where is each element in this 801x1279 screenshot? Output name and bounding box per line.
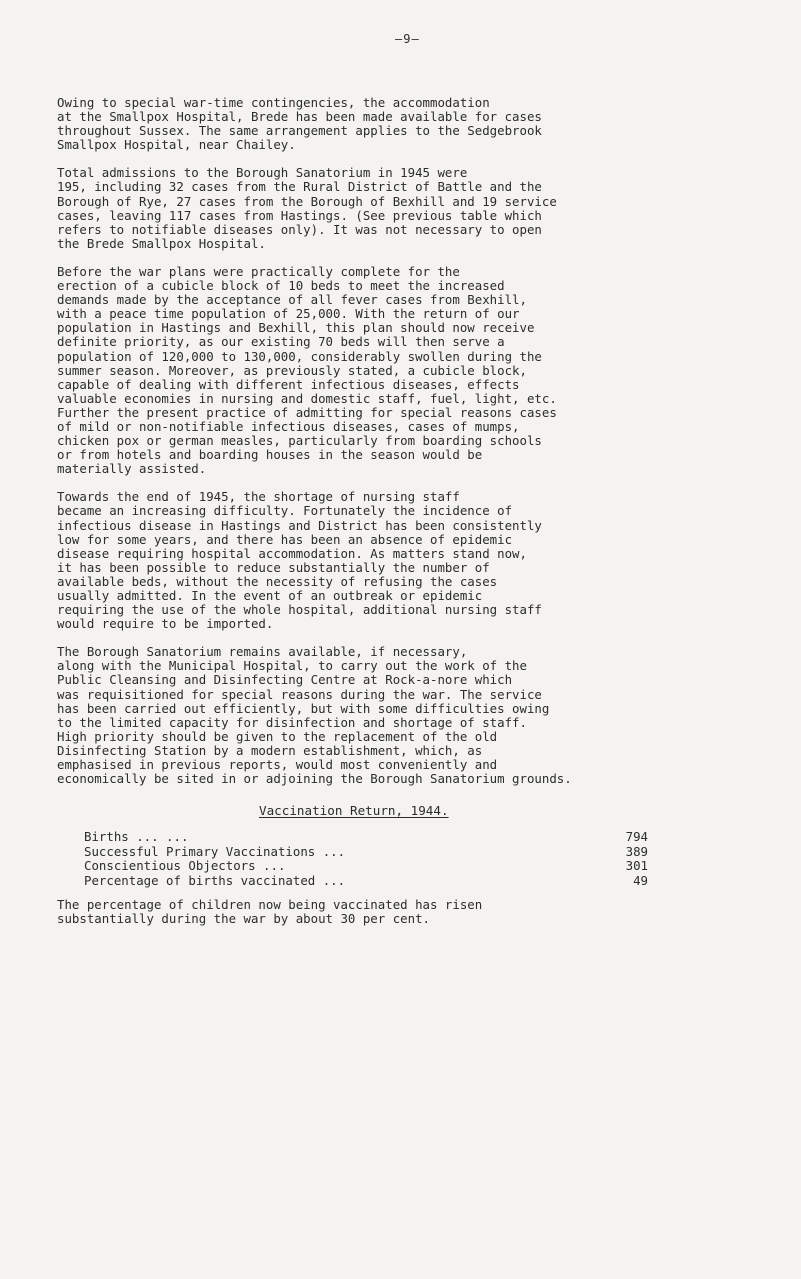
table-row	[84, 830, 648, 845]
document-body	[57, 96, 777, 941]
table-row	[84, 845, 648, 860]
row-value: 301	[625, 858, 648, 874]
vaccination-table	[84, 830, 648, 888]
row-label: Percentage of births vaccinated ...	[84, 872, 346, 888]
row-value: 794	[625, 829, 648, 845]
row-label: Conscientious Objectors ...	[84, 858, 286, 874]
row-label: Successful Primary Vaccinations ...	[84, 843, 346, 859]
row-value: 49	[633, 872, 648, 888]
row-label: Births ... ...	[84, 829, 189, 845]
vaccination-heading: Vaccination Return, 1944.	[259, 803, 449, 819]
paragraph-disinfecting: The Borough Sanatorium remains available, if necessary, along with the Municipal Hospital, to carry out the work of the Public Cleansing and Disinfecting Centre at Rock-a-nore which was requisitioned for special reasons during the war. The service has been carried out efficiently, but with some difficulties owing to the limited capacity for disinfection and shortage of staff. High priority should be given to the replacement of the old Disinfecting Station by a modern establishment, which, as emphasised in previous reports, would most conveniently and economically be sited in or adjoining the Borough Sanatorium grounds.	[57, 644, 572, 787]
paragraph-cubicle-block: Before the war plans were practically complete for the erection of a cubicle block of 10 beds to meet the increased demands made by the acceptance of all fever cases from Bexhill, with a peace time population of 25,000. With the return of our population in Hastings and Bexhill, this plan should now receive definite priority, as our existing 70 beds will then serve a population of 120,000 to 130,000, considerably swollen during the summer season. Moreover, as previously stated, a cubicle block, capable of dealing with different infectious diseases, effects valuable economies in nursing and domestic staff, fuel, light, etc. Further the present practice of admitting for special reasons cases of mild or non-notifiable infectious diseases, cases of mumps, chicken pox or german measles, particularly from boarding schools or from hotels and boarding houses in the season would be materially assisted.	[57, 263, 557, 477]
paragraph-nursing-staff: Towards the end of 1945, the shortage of nursing staff became an increasing difficulty. Fortunately the incidence of infectious disease in Hastings and District has been consistently low for some years, and there has been an absence of epidemic disease requiring hospital accommodation. As matters stand now, it has been possible to reduce substantially the number of available beds, without the necessity of refusing the cases usually admitted. In the event of an outbreak or epidemic requiring the use of the whole hospital, additional nursing staff would require to be imported.	[57, 489, 542, 632]
page-number: –9–	[395, 32, 420, 46]
table-row	[84, 874, 648, 889]
paragraph-vaccination-closing: The percentage of children now being vaccinated has risen substantially during the war by about 30 per cent.	[57, 897, 483, 927]
paragraph-admissions: Total admissions to the Borough Sanatorium in 1945 were 195, including 32 cases from the Rural District of Battle and the Borough of Rye, 27 cases from the Borough of Bexhill and 19 service cases, leaving 117 cases from Hastings. (See previous table which refers to notifiable diseases only). It was not necessary to open the Brede Smallpox Hospital.	[57, 165, 557, 251]
paragraph-smallpox-hospital: Owing to special war-time contingencies, the accommodation at the Smallpox Hospital, Brede has been made available for cases throughout Sussex. The same arrangement applies to the Sedgebrook Smallpox Hospital, near Chailey.	[57, 95, 542, 153]
row-value: 389	[625, 843, 648, 859]
table-row	[84, 859, 648, 874]
